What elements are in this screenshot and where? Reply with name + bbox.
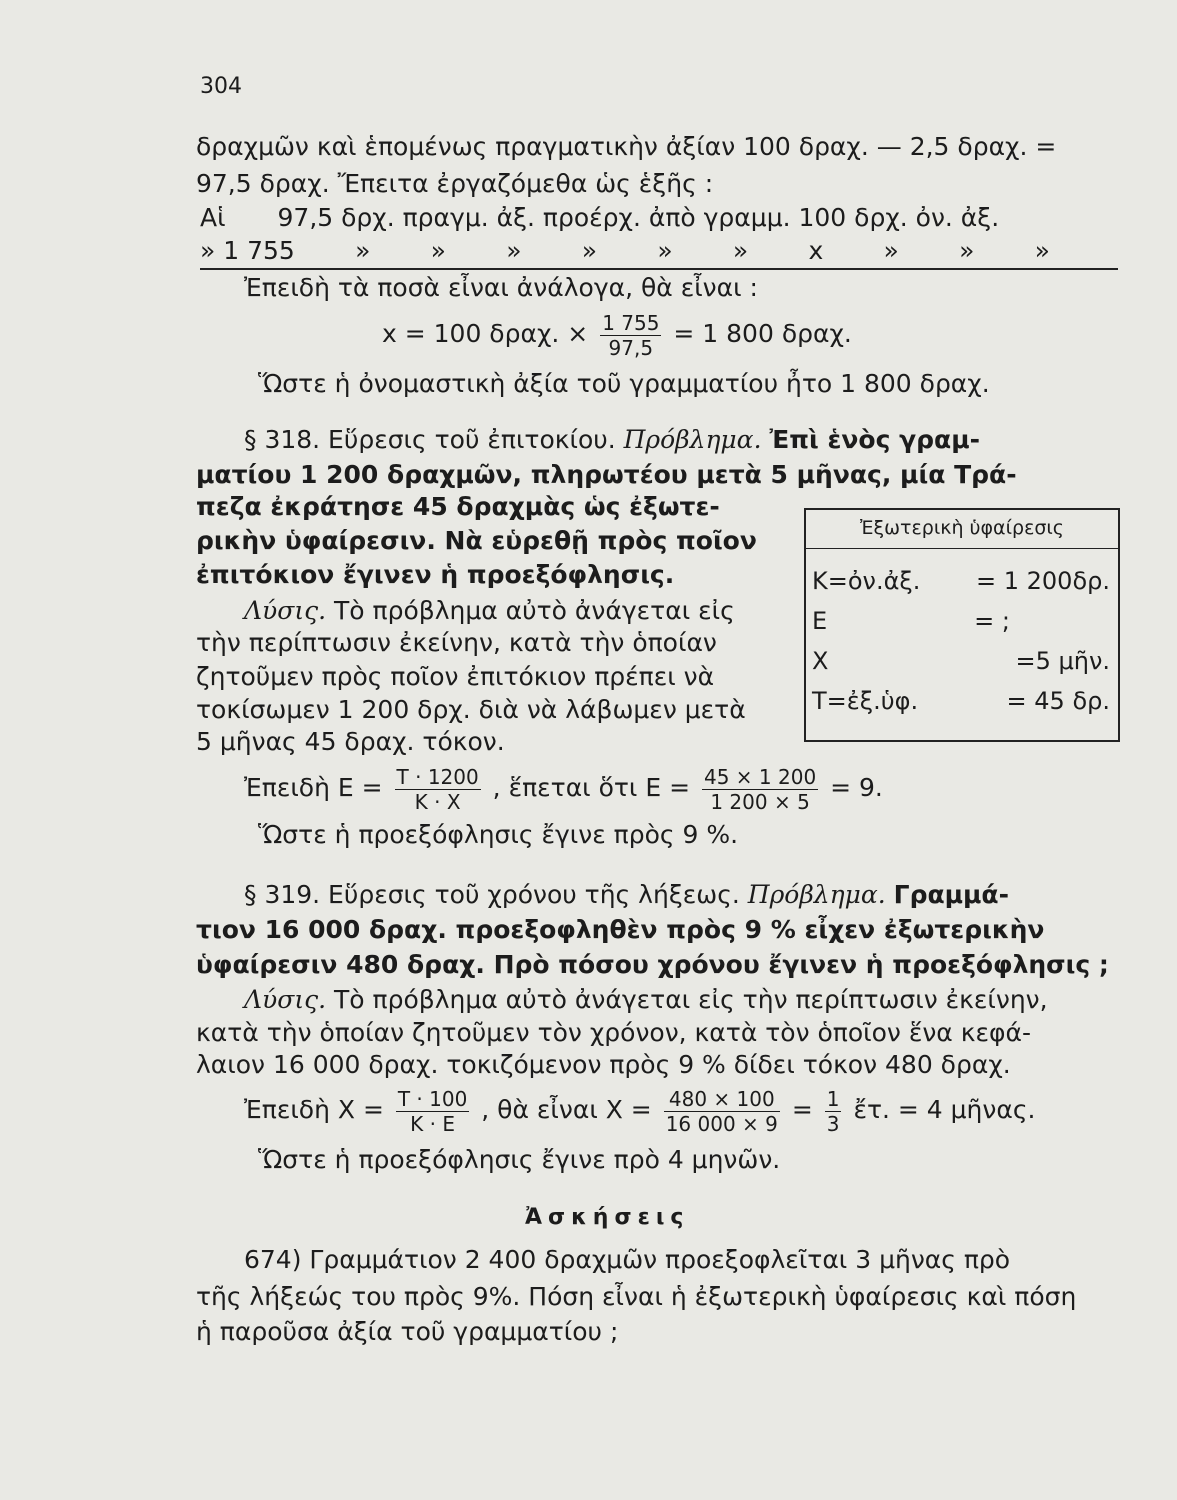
text-line: Ἐπειδὴ τὰ ποσὰ εἶναι ἀνάλογα, θὰ εἶναι :	[244, 273, 758, 302]
text-line: πεζα ἐκράτησε 45 δραχμὰς ὡς ἐξωτε-	[196, 492, 720, 521]
box-row: Κ=ὀν.ἀξ. = 1 200δρ.	[812, 567, 1110, 595]
ratio-row-1	[200, 203, 999, 233]
ratio-cell: »	[430, 236, 446, 265]
exercises-heading: Ἀσκήσεις	[525, 1205, 690, 1230]
page-number: 304	[200, 74, 242, 99]
text-line: Ὥστε ἡ προεξόφλησις ἔγινε πρὸ 4 μηνῶν.	[258, 1145, 781, 1174]
ratio-cell: »	[1034, 236, 1050, 265]
ratio-cell: »	[732, 236, 749, 265]
box-row: Τ=ἐξ.ὑφ. = 45 δρ.	[812, 687, 1110, 715]
text-line: Λύσις. Τὸ πρόβλημα αὐτὸ ἀνάγεται εἰς τὴν περίπτωσιν ἐκείνην,	[244, 985, 1048, 1014]
exercise-674: 674) Γραμμάτιον 2 400 δραχμῶν προεξοφλεῖται 3 μῆνας πρὸ	[244, 1245, 1011, 1274]
text-line: ζητοῦμεν πρὸς ποῖον ἐπιτόκιον πρέπει νὰ	[196, 662, 715, 691]
divider-line	[200, 268, 1118, 270]
fraction: $\frac{T \cdot 1200}{K \cdot X}$	[396, 764, 479, 814]
fraction: $\frac{T \cdot 100}{K \cdot E}$	[397, 1086, 468, 1136]
equation: Ἐπειδὴ Ε = $\frac{T \cdot 1200}{K \cdot X}$ , ἕπεται ὅτι Ε = $\frac{45 \times 1 200}{1 200 \times 5}$ = 9.	[244, 764, 883, 814]
ratio-cell: »	[355, 236, 371, 265]
section-319-heading: § 319. Εὕρεσις τοῦ χρόνου τῆς λήξεως. Πρόβλημα. Γραμμά-	[244, 880, 1009, 909]
ratio-cell: »	[883, 236, 899, 265]
equation: Ἐπειδὴ Χ = $\frac{T \cdot 100}{K \cdot E}$ , θὰ εἶναι Χ = $\frac{480 \times 100}{16 000 \times 9}$ = $\frac{1}{3}$ ἔτ. = 4 μῆνας.	[244, 1086, 1036, 1136]
ratio-row-2	[200, 236, 1050, 266]
text-line: 5 μῆνας 45 δραχ. τόκον.	[196, 727, 505, 756]
box-title: Ἐξωτερικὴ ὑφαίρεσις	[806, 510, 1118, 549]
ratio-cell: »	[581, 236, 598, 265]
text-line: δραχμῶν καὶ ἑπομένως πραγματικὴν ἀξίαν 100 δραχ. — 2,5 δραχ. =	[196, 132, 1057, 161]
fraction: $\frac{1 755}{97,5}$	[602, 310, 660, 360]
ratio-cell: »	[959, 236, 975, 265]
text-line: ματίου 1 200 δραχμῶν, πληρωτέου μετὰ 5 μῆνας, μία Τρά-	[196, 460, 1017, 489]
fraction: $\frac{480 \times 100}{16 000 \times 9}$	[665, 1086, 778, 1136]
text-line: Λύσις. Τὸ πρόβλημα αὐτὸ ἀνάγεται εἰς	[244, 596, 735, 625]
ratio-text: 97,5 δρχ. πραγμ. ἀξ. προέρχ. ἀπὸ γραμμ. 100 δρχ. ὀν. ἀξ.	[277, 203, 1000, 232]
section-318-heading: § 318. Εὕρεσις τοῦ ἐπιτοκίου. Πρόβλημα. Ἐπὶ ἑνὸς γραμ-	[244, 425, 980, 454]
text-line: Ὥστε ἡ προεξόφλησις ἔγινε πρὸς 9 %.	[258, 820, 739, 849]
box-row: Χ =5 μῆν.	[812, 647, 1110, 675]
text-line: τῆς λήξεώς του πρὸς 9%. Πόση εἶναι ἡ ἐξωτερικὴ ὑφαίρεσις καὶ πόση	[196, 1282, 1077, 1311]
ratio-cell: » 1 755	[200, 236, 295, 265]
fraction: $\frac{45 \times 1 200}{1 200 \times 5}$	[703, 764, 817, 814]
text-line: 97,5 δραχ. Ἔπειτα ἐργαζόμεθα ὡς ἑξῆς :	[196, 169, 714, 198]
text-line: κατὰ τὴν ὁποίαν ζητοῦμεν τὸν χρόνον, κατὰ τὸν ὁποῖον ἕνα κεφά-	[196, 1018, 1031, 1047]
ratio-label: Αἱ	[200, 203, 226, 232]
text-line: ρικὴν ὑφαίρεσιν. Νὰ εὑρεθῇ πρὸς ποῖον	[196, 526, 757, 555]
box-row: Ε = ;	[812, 607, 1010, 635]
external-discount-box	[804, 508, 1120, 742]
text-line: Ὥστε ἡ ὀνομαστικὴ ἀξία τοῦ γραμματίου ἦτο 1 800 δραχ.	[258, 369, 990, 398]
text-line: ἡ παροῦσα ἀξία τοῦ γραμματίου ;	[196, 1317, 619, 1346]
text-line: τιον 16 000 δραχ. προεξοφληθὲν πρὸς 9 % εἶχεν ἐξωτερικὴν	[196, 915, 1045, 944]
text-line: λαιον 16 000 δραχ. τοκιζόμενον πρὸς 9 % δίδει τόκον 480 δραχ.	[196, 1050, 1011, 1079]
text-line: τοκίσωμεν 1 200 δρχ. διὰ νὰ λάβωμεν μετὰ	[196, 695, 746, 724]
ratio-cell: »	[657, 236, 673, 265]
ratio-cell: »	[506, 236, 522, 265]
text-line: ἐπιτόκιον ἔγινεν ἡ προεξόφλησις.	[196, 560, 675, 589]
text-line: τὴν περίπτωσιν ἐκείνην, κατὰ τὴν ὁποίαν	[196, 628, 717, 657]
text-line: ὑφαίρεσιν 480 δραχ. Πρὸ πόσου χρόνου ἔγινεν ἡ προεξόφλησις ;	[196, 950, 1109, 979]
equation: x = 100 δραχ. × $\frac{1 755}{97,5}$ = 1 800 δραχ.	[382, 310, 852, 360]
fraction: $\frac{1}{3}$	[826, 1086, 840, 1136]
ratio-cell: x	[808, 236, 824, 265]
